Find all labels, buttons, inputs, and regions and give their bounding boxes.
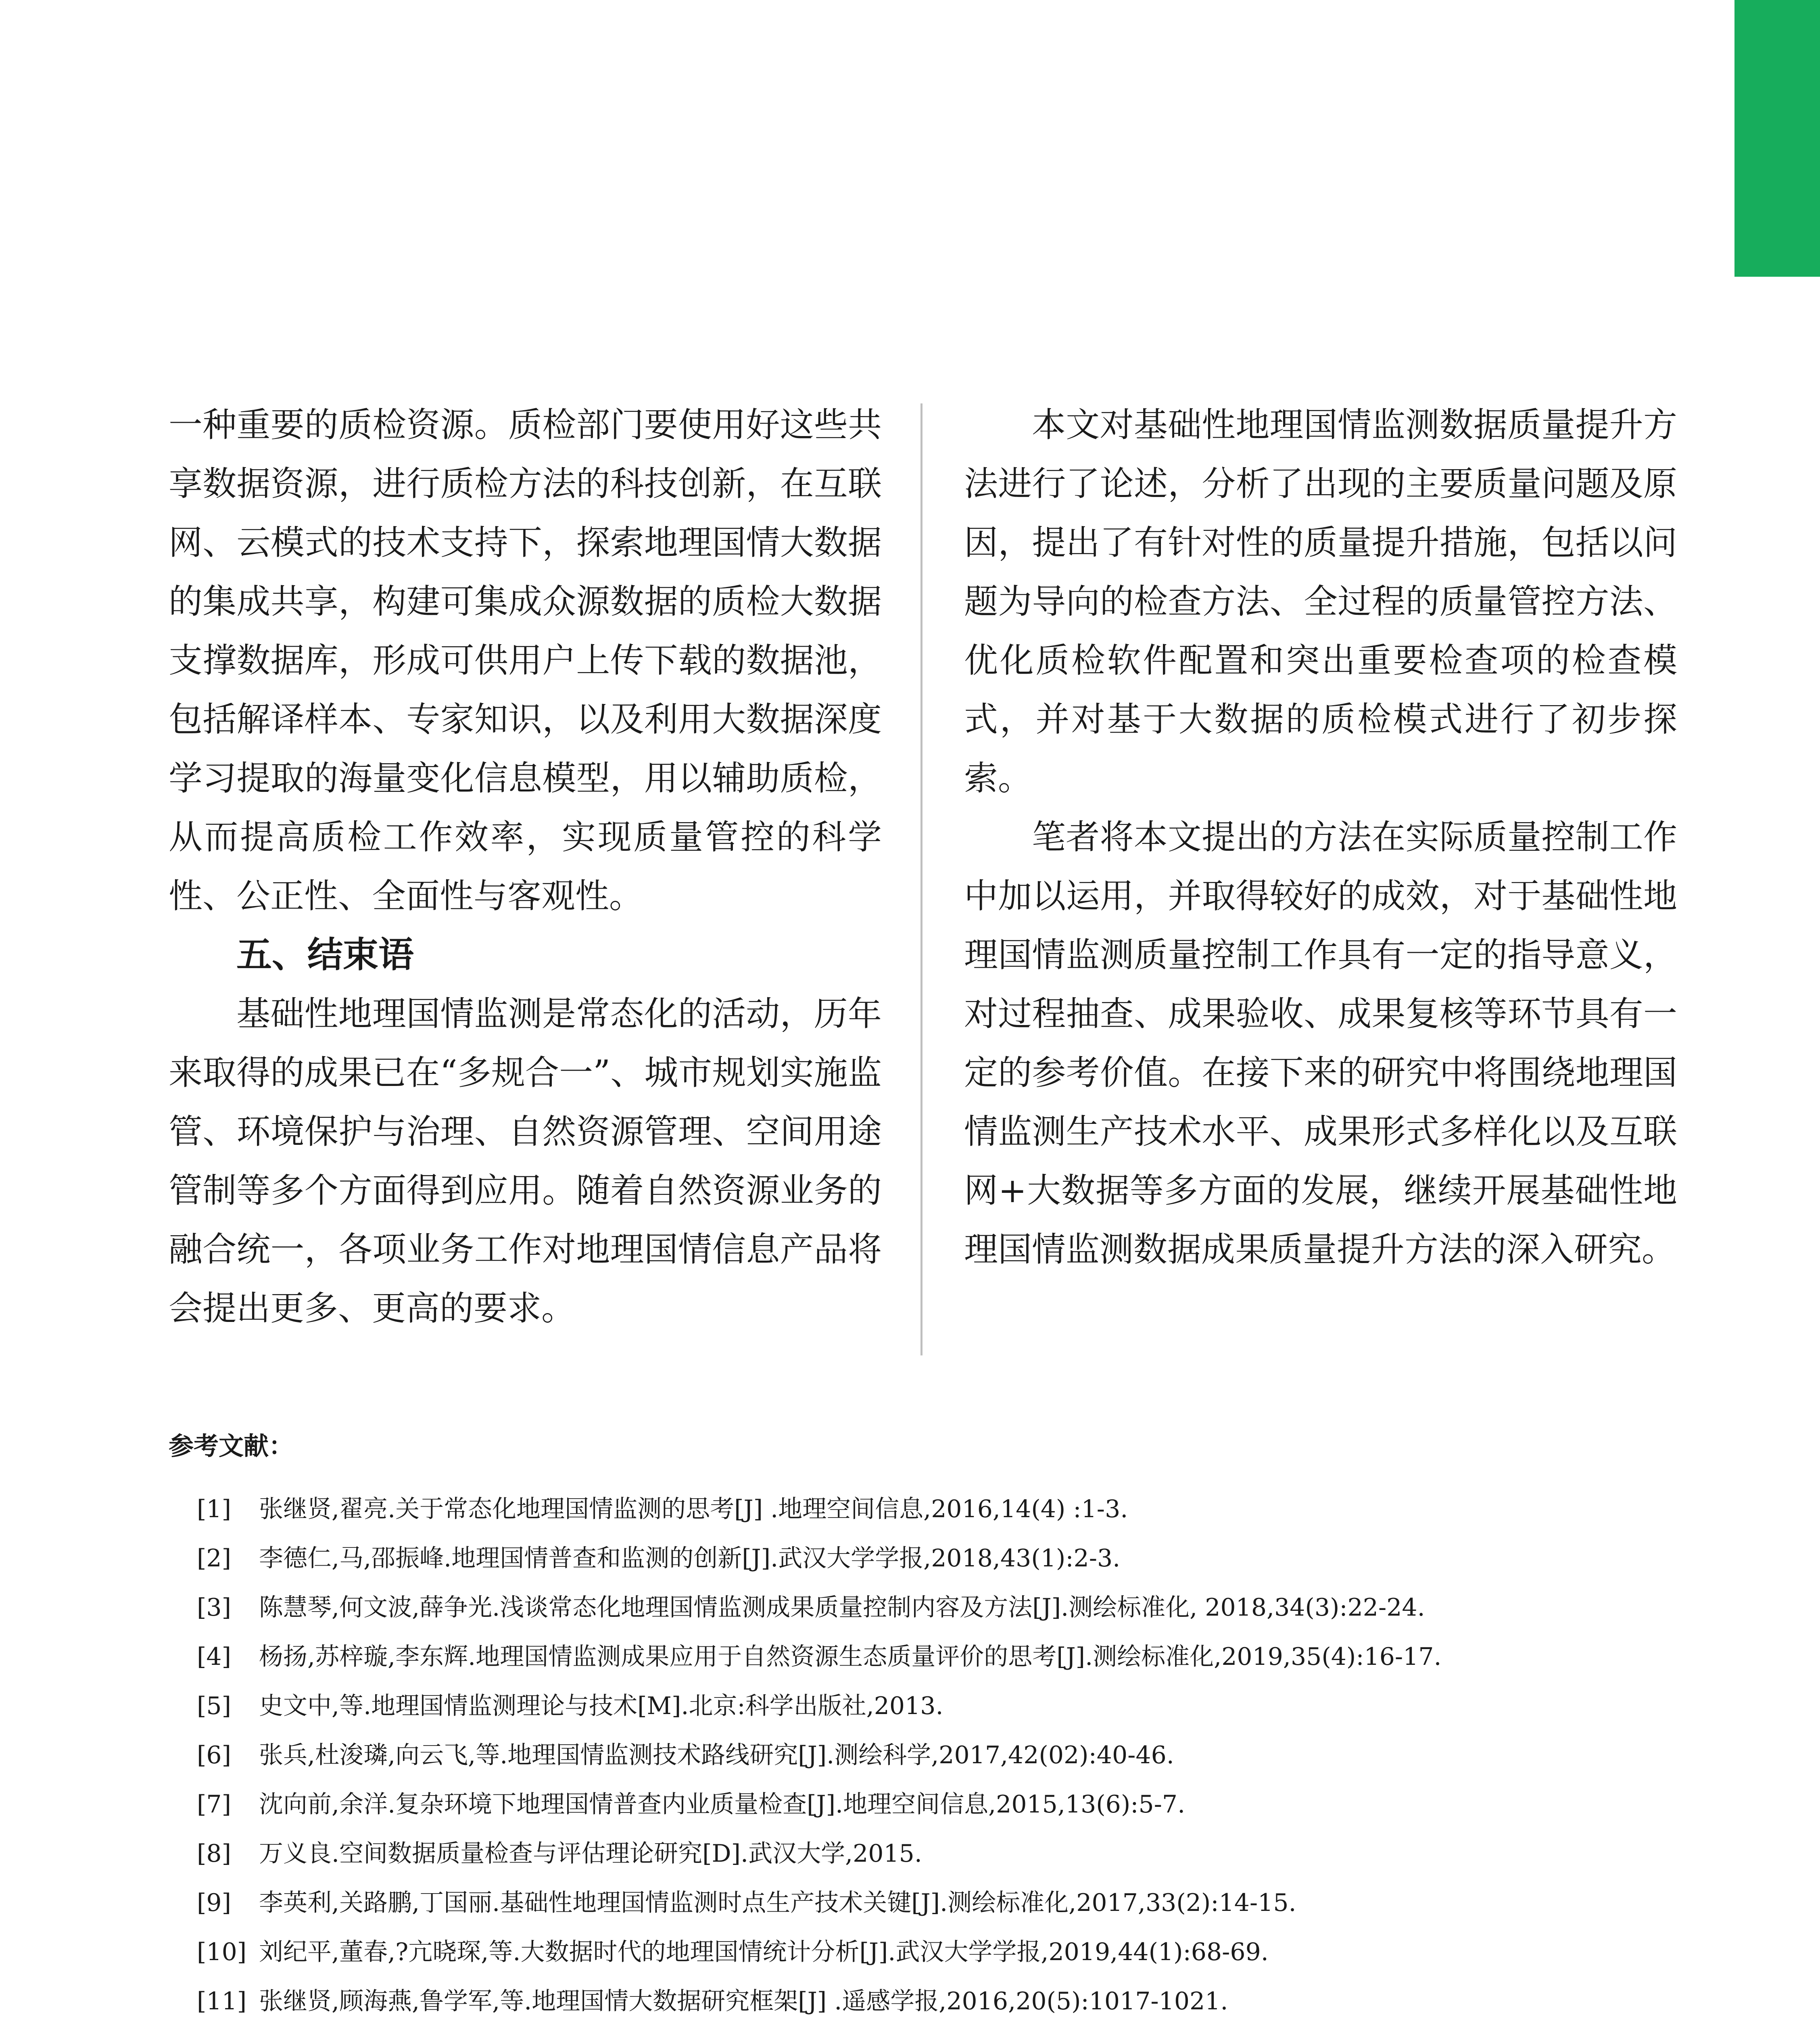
reference-number: [3] bbox=[197, 1593, 231, 1622]
reference-text: 万义良.空间数据质量检查与评估理论研究[D].武汉大学,2015. bbox=[259, 1840, 922, 1868]
reference-number: [7] bbox=[197, 1790, 231, 1819]
left-column bbox=[169, 395, 882, 1338]
right-column bbox=[964, 395, 1677, 1279]
reference-text: 杨扬,苏梓璇,李东辉.地理国情监测成果应用于自然资源生态质量评价的思考[J].测绘标准化,2019,35(4):16-17. bbox=[259, 1643, 1442, 1671]
section-tab-marker bbox=[1734, 0, 1820, 277]
column-divider bbox=[920, 403, 923, 1355]
references-heading: 参考文献： bbox=[169, 1431, 294, 1461]
reference-item bbox=[197, 1780, 1730, 1829]
reference-item bbox=[197, 1829, 1730, 1878]
reference-item bbox=[197, 1485, 1730, 1534]
reference-item bbox=[197, 1927, 1730, 1977]
body-paragraph: 基础性地理国情监测是常态化的活动，历年来取得的成果已在“多规合一”、城市规划实施监管、环境保护与治理、自然资源管理、空间用途管制等多个方面得到应用。随着自然资源业务的融合统一，各项业务工作对地理国情信息产品将会提出更多、更高的要求。 bbox=[169, 994, 882, 1328]
body-paragraph: 本文对基础性地理国情监测数据质量提升方法进行了论述，分析了出现的主要质量问题及原因，提出了有针对性的质量提升措施，包括以问题为导向的检查方法、全过程的质量管控方法、优化质检软件配置和突出重要检查项的检查模式，并对基于大数据的质检模式进行了初步探索。 bbox=[964, 405, 1677, 798]
reference-item bbox=[197, 1534, 1730, 1583]
reference-item bbox=[197, 1731, 1730, 1780]
reference-number: [1] bbox=[197, 1495, 231, 1523]
reference-text: 张继贤,翟亮.关于常态化地理国情监测的思考[J] .地理空间信息,2016,14(4) :1-3. bbox=[259, 1495, 1128, 1523]
reference-text: 史文中,等.地理国情监测理论与技术[M].北京:科学出版社,2013. bbox=[259, 1692, 943, 1720]
reference-number: [6] bbox=[197, 1741, 231, 1769]
body-paragraph: 笔者将本文提出的方法在实际质量控制工作中加以运用，并取得较好的成效，对于基础性地理国情监测质量控制工作具有一定的指导意义，对过程抽查、成果验收、成果复核等环节具有一定的参考价值。在接下来的研究中将围绕地理国情监测生产技术水平、成果形式多样化以及互联网+大数据等多方面的发展，继续开展基础性地理国情监测数据成果质量提升方法的深入研究。 bbox=[964, 817, 1677, 1269]
reference-text: 沈向前,余洋.复杂环境下地理国情普查内业质量检查[J].地理空间信息,2015,13(6):5-7. bbox=[259, 1790, 1186, 1819]
reference-number: [11] bbox=[197, 1987, 247, 2015]
section-heading: 五、结束语 bbox=[236, 934, 414, 975]
reference-number: [8] bbox=[197, 1840, 231, 1868]
reference-text: 张继贤,顾海燕,鲁学军,等.地理国情大数据研究框架[J] .遥感学报,2016,20(5):1017-1021. bbox=[259, 1987, 1228, 2015]
reference-number: [9] bbox=[197, 1889, 231, 1917]
reference-item bbox=[197, 1977, 1730, 2017]
reference-number: [10] bbox=[197, 1938, 247, 1966]
reference-text: 陈慧琴,何文波,薛争光.浅谈常态化地理国情监测成果质量控制内容及方法[J].测绘标准化, 2018,34(3):22-24. bbox=[259, 1593, 1425, 1622]
reference-text: 刘纪平,董春,?亢晓琛,等.大数据时代的地理国情统计分析[J].武汉大学学报,2019,44(1):68-69. bbox=[259, 1938, 1269, 1966]
reference-number: [5] bbox=[197, 1692, 231, 1720]
reference-item bbox=[197, 1878, 1730, 1927]
references-list bbox=[197, 1485, 1730, 2017]
reference-item bbox=[197, 1681, 1730, 1731]
reference-item bbox=[197, 1583, 1730, 1632]
reference-text: 张兵,杜浚璘,向云飞,等.地理国情监测技术路线研究[J].测绘科学,2017,42(02):40-46. bbox=[259, 1741, 1174, 1769]
reference-number: [4] bbox=[197, 1643, 231, 1671]
reference-item bbox=[197, 1632, 1730, 1681]
reference-text: 李英利,关路鹏,丁国丽.基础性地理国情监测时点生产技术关键[J].测绘标准化,2017,33(2):14-15. bbox=[259, 1889, 1296, 1917]
reference-text: 李德仁,马,邵振峰.地理国情普查和监测的创新[J].武汉大学学报,2018,43(1):2-3. bbox=[259, 1544, 1121, 1572]
reference-number: [2] bbox=[197, 1544, 231, 1572]
body-paragraph: 一种重要的质检资源。质检部门要使用好这些共享数据资源，进行质检方法的科技创新，在互联网、云模式的技术支持下，探索地理国情大数据的集成共享，构建可集成众源数据的质检大数据支撑数据库，形成可供用户上传下载的数据池，包括解译样本、专家知识，以及利用大数据深度学习提取的海量变化信息模型，用以辅助质检，从而提高质检工作效率，实现质量管控的科学性、公正性、全面性与客观性。 bbox=[169, 405, 882, 916]
